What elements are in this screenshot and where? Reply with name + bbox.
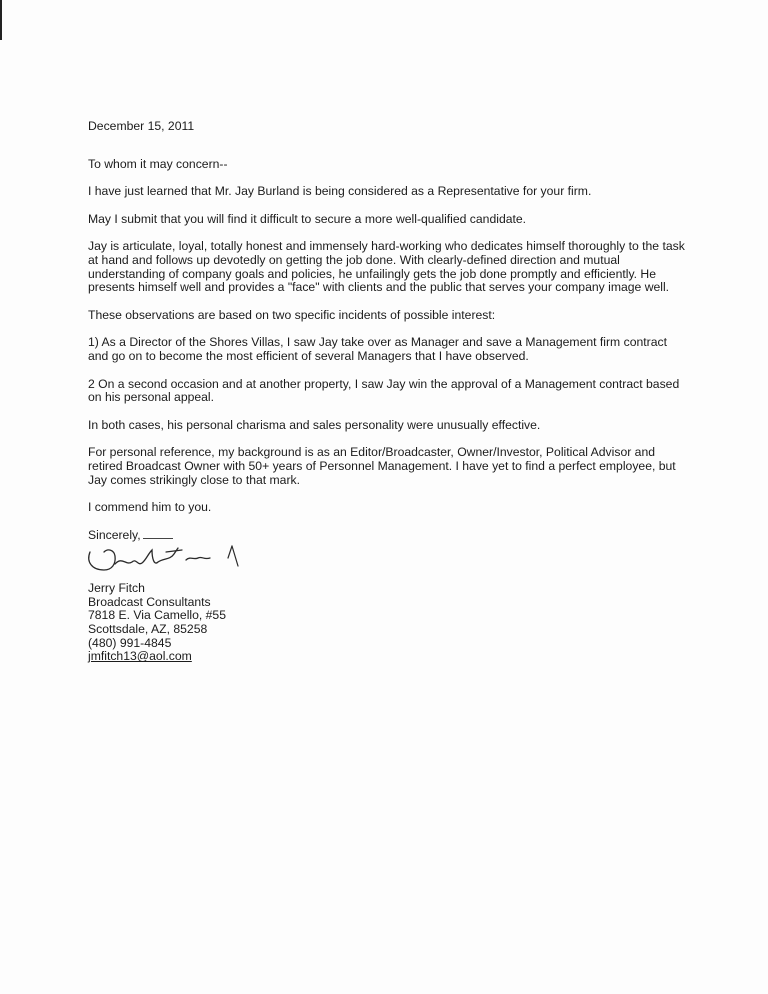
letter-body [88, 120, 688, 664]
scan-edge-mark [0, 0, 2, 40]
paragraph-intro: I have just learned that Mr. Jay Burland is being considered as a Representative for your firm. [88, 184, 592, 199]
signer-company: Broadcast Consultants [88, 594, 211, 609]
paragraph-observations: These observations are based on two specific incidents of possible interest: [88, 307, 496, 322]
signer-name: Jerry Fitch [88, 581, 145, 596]
letter-date: December 15, 2011 [88, 119, 195, 133]
paragraph-reference: For personal reference, my background is as an Editor/Broadcaster, Owner/Investor, Political Advisor and retired Broadcast Owner with 50+ years of Personnel Management. I have yet to find a perfect employee, but Jay comes strikingly close to that mark. [88, 445, 676, 487]
signer-city: Scottsdale, AZ, 85258 [88, 622, 208, 637]
commendation: I commend him to you. [88, 500, 212, 515]
paragraph-qualified: May I submit that you will find it difficult to secure a more well-qualified candidate. [88, 211, 527, 226]
closing-text: Sincerely, [88, 527, 141, 542]
signer-phone: (480) 991-4845 [88, 635, 172, 650]
signer-email-link[interactable]: jmfitch13@aol.com [88, 649, 192, 664]
paragraph-both-cases: In both cases, his personal charisma and sales personality were unusually effective. [88, 417, 541, 432]
paragraph-incident-one: 1) As a Director of the Shores Villas, I saw Jay take over as Manager and save a Management firm contract and go on to become the most efficient of several Managers that I have observed. [88, 335, 667, 363]
paragraph-incident-two: 2 On a second occasion and at another property, I saw Jay win the approval of a Management contract based on his personal appeal. [88, 376, 680, 405]
signer-street: 7818 E. Via Camello, #55 [88, 608, 226, 623]
signer-block [88, 582, 688, 664]
signature-icon [82, 536, 272, 584]
paragraph-character: Jay is articulate, loyal, totally honest and immensely hard-working who dedicates himself thoroughly to the task at hand and follows up devotedly on getting the job done. With clearly-defined direction and mutual understanding of company goals and policies, he unfailingly gets the job done promptly and efficiently. He presents himself well and provides a "face" with clients and the public that serves your company image well. [88, 239, 685, 295]
letter-greeting: To whom it may concern-- [88, 156, 228, 171]
signature [88, 548, 288, 582]
